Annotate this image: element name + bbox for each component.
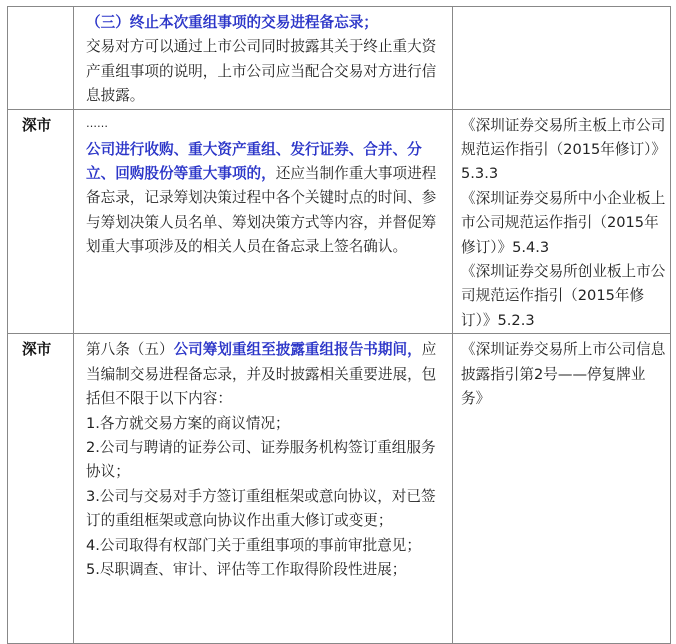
regulation-table	[7, 6, 671, 644]
reference-cell	[453, 7, 671, 110]
list-item: 1.各方就交易方案的商议情况；	[86, 414, 290, 432]
content-cell	[74, 7, 453, 110]
body-text: 还应当制作重大事项进程备忘录，记录筹划决策过程中各个关键时点的时间、参与筹划决策人员名单、筹划决策方式等内容，并督促筹划重大事项涉及的相关人员在备忘录上签名确认。	[86, 165, 437, 256]
table-row	[8, 334, 671, 644]
body-text: 交易对方可以通过上市公司同时披露其关于终止重大资产重组事项的说明，上市公司应当配合交易对方进行信息披露。	[86, 38, 437, 105]
list-item: 3.公司与交易对手方签订重组框架或意向协议，对已签订的重组框架或意向协议作出重大修订或变更；	[86, 487, 436, 530]
content-cell	[74, 334, 453, 644]
table-row	[8, 7, 671, 110]
market-cell: 深市	[8, 334, 74, 644]
content-cell	[74, 109, 453, 334]
table-row	[8, 109, 671, 334]
market-cell	[8, 7, 74, 110]
reference-item: 《深圳证券交易所上市公司信息披露指引第2号——停复牌业务》	[461, 341, 666, 408]
market-cell: 深市	[8, 109, 74, 334]
highlight-text: 公司进行收购、重大资产重组、发行证券、合并、分立、回购股份等重大事项的，	[86, 140, 422, 183]
reference-item: 《深圳证券交易所中小企业板上市公司规范运作指引（2015年修订）》5.4.3	[461, 189, 666, 256]
body-text: 应当编制交易进程备忘录，并及时披露相关重要进展，包括但不限于以下内容：	[86, 341, 437, 408]
list-item: 2.公司与聘请的证券公司、证券服务机构签订重组服务协议；	[86, 438, 436, 481]
list-item: 5.尽职调查、审计、评估等工作取得阶段性进展；	[86, 560, 407, 578]
reference-item: 《深圳证券交易所创业板上市公司规范运作指引（2015年修订）》5.2.3	[461, 263, 666, 329]
reference-cell	[453, 334, 671, 644]
article-prefix: 第八条（五）	[86, 341, 174, 359]
highlight-text: 公司筹划重组至披露重组报告书期间，	[173, 341, 422, 359]
reference-cell	[453, 109, 671, 334]
highlight-text: （三）终止本次重组事项的交易进程备忘录；	[86, 14, 378, 31]
list-item: 4.公司取得有权部门关于重组事项的事前审批意见；	[86, 536, 421, 554]
reference-item: 《深圳证券交易所主板上市公司规范运作指引（2015年修订）》5.3.3	[461, 116, 666, 183]
ellipsis-text: ……	[86, 116, 108, 130]
